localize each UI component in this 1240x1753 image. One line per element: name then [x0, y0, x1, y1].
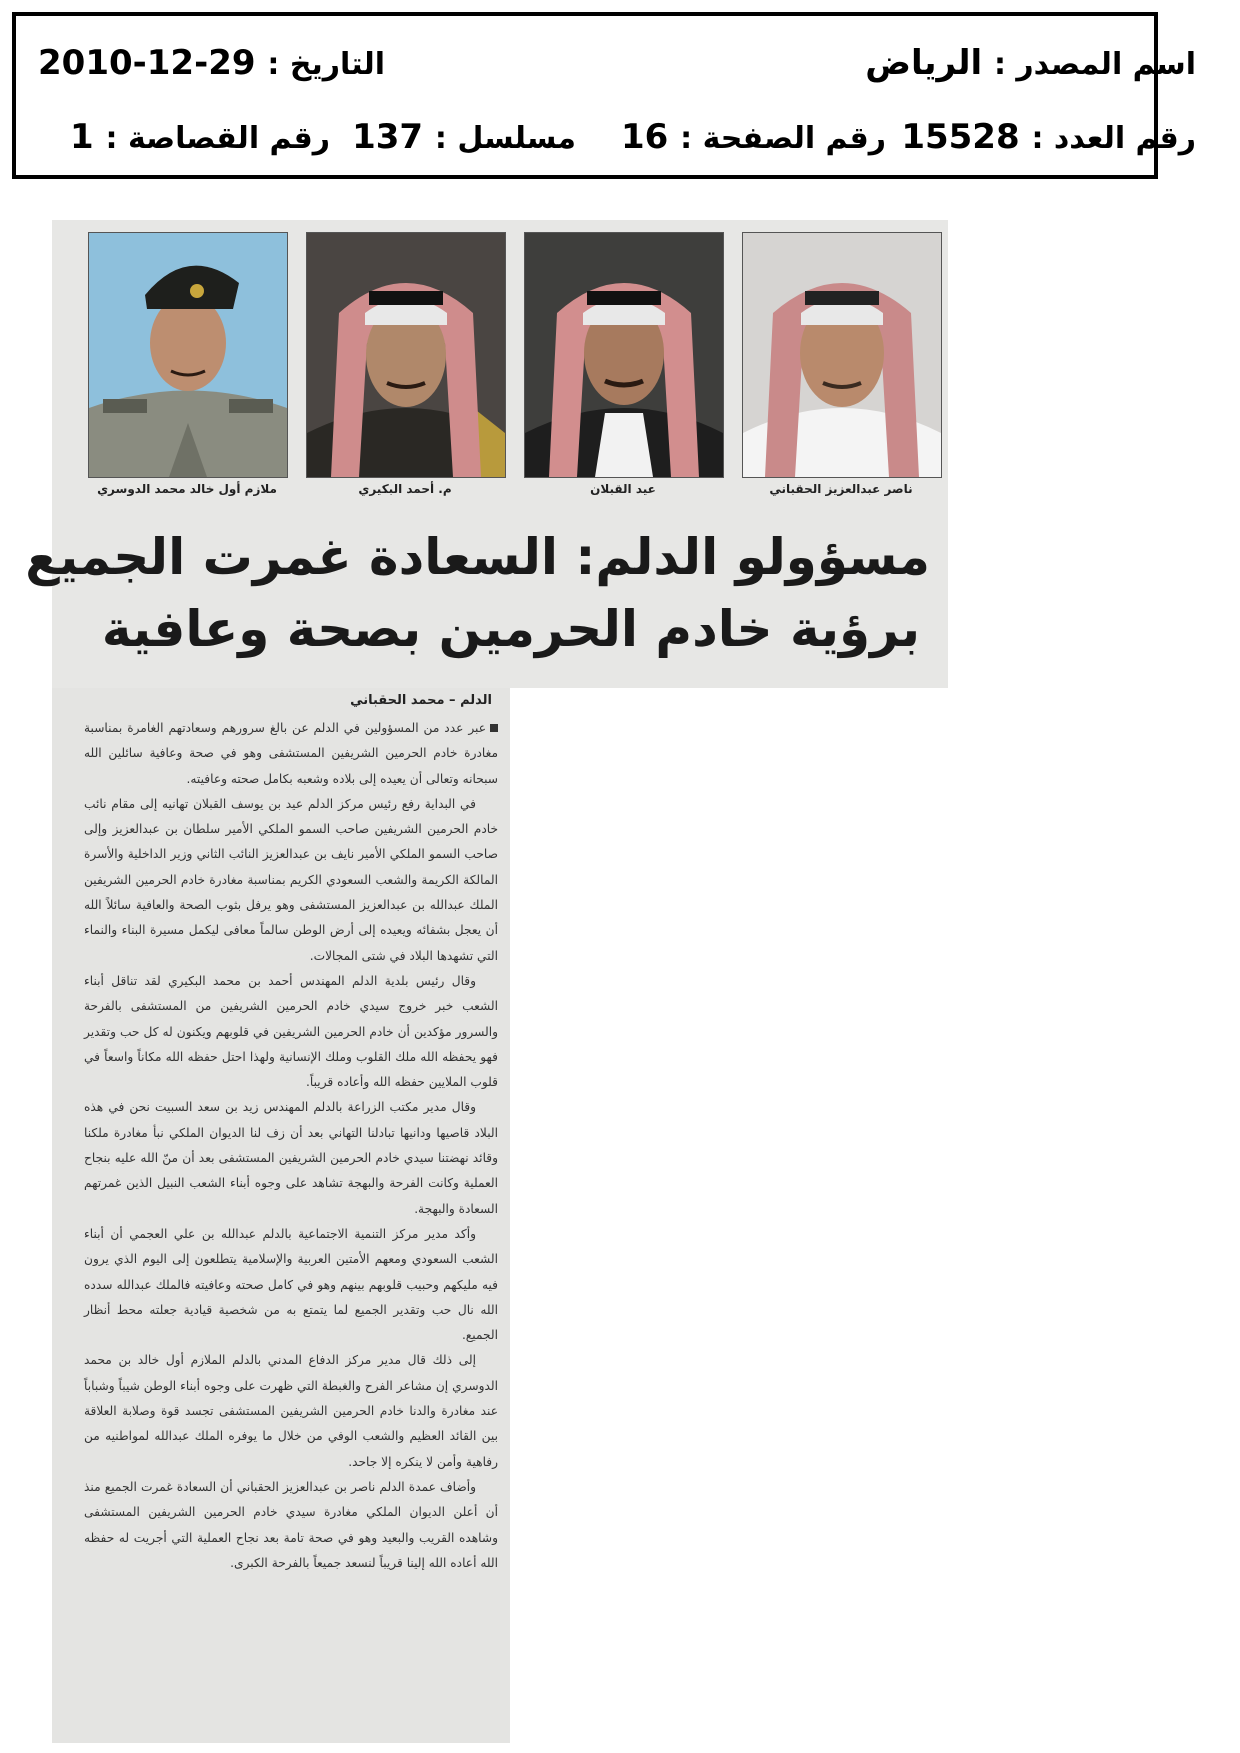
newspaper-clipping-top [25, 220, 948, 688]
source-value: الرياض [865, 43, 983, 83]
portrait-photo-2 [524, 232, 724, 478]
serial-value: 137 [352, 117, 424, 157]
photo-caption-1: ناصر عبدالعزيز الحقباني [769, 482, 913, 496]
article-paragraph: وقال رئيس بلدية الدلم المهندس أحمد بن محمد البكيري لقد تناقل أبناء الشعب خبر خروج سيدي خادم الحرمين الشريفين من المستشفى بالفرحة والسرور مؤكدين أن خادم الحرمين الشريفين في قلوبهم ويكنون له كل حب وتقدير فهو يحفظه الله ملك القلوب وملك الإنسانية ولهذا احتل حفظه الله مكاناً واسعاً في قلوب الملايين حفظه الله وأعاده قريباً. [84, 973, 498, 1090]
clip-number-field [70, 117, 330, 157]
photo-caption-3: م. أحمد البكيري [358, 482, 452, 496]
article-paragraph: وقال مدير مكتب الزراعة بالدلم المهندس زيد بن سعد السبيت نحن في هذه البلاد قاصيها ودانيها تبادلنا التهاني بعد أن زف لنا الديوان الملكي نبأ مغادرة ملكنا وقائد نهضتنا سيدي خادم الحرمين الشريفين المستشفى بعد أن منّ الله عليه بنجاح العملية وكانت الفرحة والبهجة تشاهد على وجوه أبناء الشعب النبيل الذين غمرتهم السعادة والبهجة. [84, 1100, 498, 1216]
headline-line-2: برؤية خادم الحرمين بصحة وعافية [101, 600, 920, 658]
portrait-photo-1 [742, 232, 942, 478]
page-label: رقم الصفحة : [680, 121, 886, 156]
article-paragraph: وأكد مدير مركز التنمية الاجتماعية بالدلم عبدالله بن علي العجمي أن أبناء الشعب السعودي ومعهم الأمتين العربية والإسلامية يتطلعون إلى اليوم الذي يرون فيه مليكهم وحبيب قلوبهم بينهم وهو في كامل صحته وعافيته فالملك عبدالله سدده الله نال حب وتقدير الجميع لما يتمتع به من شخصية قيادية جعلته محط أنظار الجميع. [84, 1226, 498, 1343]
page-field [620, 117, 886, 157]
clip-number-label: رقم القصاصة : [105, 121, 330, 156]
article-paragraph: عبر عدد من المسؤولين في الدلم عن بالغ سرورهم وسعادتهم الغامرة بمناسبة مغادرة خادم الحرمين الشريفين المستشفى وهو في صحة وعافية سائلين الله سبحانه وتعالى أن يعيده إلى بلاده وشعبه بكامل صحته وعافيته. [84, 721, 498, 786]
issue-value: 15528 [901, 117, 1020, 157]
article-paragraph: إلى ذلك قال مدير مركز الدفاع المدني بالدلم الملازم أول خالد بن محمد الدوسري إن مشاعر الفرح والغبطة التي ظهرت على وجوه أبناء الوطن شيباً وشباباً عند مغادرة والدنا خادم الحرمين الشريفين المستشفى تجسد قوة وصلابة العلاقة بين القائد العظيم والشعب الوفي من خلال ما يوفره الملك عبدالله لمواطنيه من رفاهية وأمن لا ينكره إلا جاحد. [84, 1353, 498, 1469]
bullet-square-icon [490, 724, 498, 732]
issue-field [901, 117, 1196, 157]
photo-caption-2: عيد القبلان [590, 482, 656, 496]
serial-label: مسلسل : [434, 121, 576, 156]
portrait-photo-4 [88, 232, 288, 478]
serial-field [352, 117, 576, 157]
source-field [865, 43, 1196, 83]
page-value: 16 [620, 117, 669, 157]
article-body [84, 716, 498, 1576]
headline-line-1: مسؤولو الدلم: السعادة غمرت الجميع [25, 528, 930, 586]
issue-label: رقم العدد : [1031, 121, 1196, 156]
article-paragraph: وأضاف عمدة الدلم ناصر بن عبدالعزيز الحقباني أن السعادة غمرت الجميع منذ أن أعلن الديوان الملكي مغادرة سيدي خادم الحرمين الشريفين المستشفى وشاهده القريب والبعيد وهو في صحة تامة بعد نجاح العملية التي أجريت له حفظه الله أعاده الله إلينا قريباً لنسعد جميعاً بالفرحة الكبرى. [84, 1479, 498, 1570]
portrait-photo-3 [306, 232, 506, 478]
date-value: 29-12-2010 [38, 43, 256, 83]
date-field [38, 43, 386, 83]
article-paragraph: في البداية رفع رئيس مركز الدلم عيد بن يوسف القبلان تهانيه إلى مقام نائب خادم الحرمين الشريفين صاحب السمو الملكي الأمير سلطان بن عبدالعزيز وإلى صاحب السمو الملكي الأمير نايف بن عبدالعزيز النائب الثاني وزير الداخلية والأسرة المالكة الكريمة والشعب السعودي الكريم بمناسبة مغادرة خادم الحرمين الشريفين الملك عبدالله بن عبدالعزيز المستشفى وهو يرفل بثوب الصحة والعافية سائلاً الله أن يعجل بشفائه ويعيده إلى أرض الوطن سالماً معافى ليكمل مسيرة البناء والنماء التي تشهدها البلاد في شتى المجالات. [84, 796, 498, 963]
article-byline: الدلم – محمد الحقباني [350, 693, 492, 708]
clip-number-value: 1 [70, 117, 94, 157]
date-label: التاريخ : [267, 47, 386, 82]
source-label: اسم المصدر : [993, 47, 1196, 82]
photo-caption-4: ملازم أول خالد محمد الدوسري [97, 482, 277, 496]
